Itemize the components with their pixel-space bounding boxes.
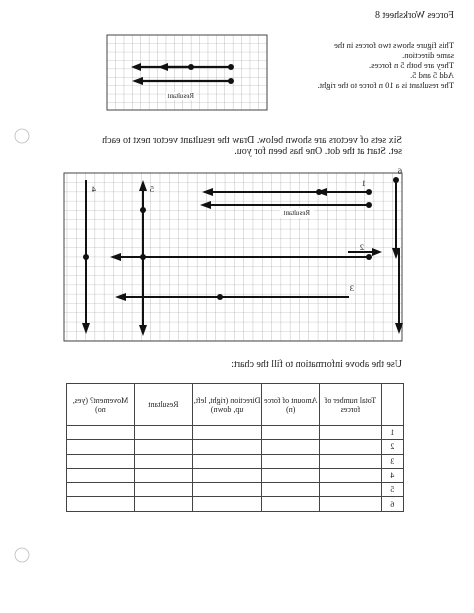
intro-line-2: same direction. (402, 50, 454, 60)
total-forces-cell[interactable] (320, 440, 382, 454)
resultant-cell[interactable] (134, 468, 192, 482)
movement-cell[interactable] (67, 426, 135, 440)
direction-cell[interactable] (192, 426, 261, 440)
direction-cell[interactable] (192, 440, 261, 454)
instructions-line-2: set. Start at the dot. One has been for you. (234, 146, 402, 157)
movement-cell[interactable] (67, 440, 135, 454)
row-number: 1 (381, 426, 403, 440)
row-number: 5 (381, 483, 403, 497)
table-row (67, 440, 404, 454)
punch-hole-bottom (15, 548, 29, 562)
resultant-cell[interactable] (134, 440, 192, 454)
amount-cell[interactable] (262, 426, 320, 440)
chart-instruction: Use the above information to fill the chart: (231, 359, 402, 370)
intro-line-4: Add 5 and 5. (410, 70, 454, 80)
data-chart (66, 383, 404, 512)
chart-header-row (67, 384, 404, 426)
intro-line-1: This figure shows two forces in the (334, 40, 454, 50)
movement-cell[interactable] (67, 483, 135, 497)
amount-cell[interactable] (262, 483, 320, 497)
intro-line-5: The resultant is a 10 n force to the right. (317, 80, 454, 90)
total-forces-cell[interactable] (320, 483, 382, 497)
movement-cell[interactable] (67, 454, 135, 468)
row-number: 6 (381, 497, 403, 511)
table-row (67, 483, 404, 497)
total-forces-cell[interactable] (320, 426, 382, 440)
example-resultant-label: Resultant (167, 92, 194, 100)
direction-cell[interactable] (192, 483, 261, 497)
row-number: 4 (381, 468, 403, 482)
row-number: 3 (381, 454, 403, 468)
resultant-cell[interactable] (134, 483, 192, 497)
amount-cell[interactable] (262, 497, 320, 511)
direction-cell[interactable] (192, 497, 261, 511)
vector-number-6: 6 (397, 166, 402, 176)
header-row-number (381, 384, 403, 426)
resultant-cell[interactable] (134, 426, 192, 440)
resultant-cell[interactable] (134, 454, 192, 468)
table-row (67, 426, 404, 440)
header-movement: Movement? (yes, no) (67, 384, 135, 426)
vector-number-5: 5 (149, 184, 154, 194)
direction-cell[interactable] (192, 468, 261, 482)
vector-number-3: 3 (349, 283, 354, 293)
header-resultant: Resultant (134, 384, 192, 426)
resultant-cell[interactable] (134, 497, 192, 511)
punch-hole-top (15, 129, 29, 143)
worksheet-title: Forces Worksheet 8 (375, 10, 454, 21)
total-forces-cell[interactable] (320, 497, 382, 511)
total-forces-cell[interactable] (320, 454, 382, 468)
vector-number-4: 4 (91, 184, 96, 194)
header-total-forces: Total number of forces (320, 384, 382, 426)
vector-number-2: 2 (359, 242, 364, 252)
movement-cell[interactable] (67, 468, 135, 482)
movement-cell[interactable] (67, 497, 135, 511)
header-amount-of-force: Amount of force (n) (262, 384, 320, 426)
vector-number-1: 1 (361, 178, 366, 188)
amount-cell[interactable] (262, 440, 320, 454)
amount-cell[interactable] (262, 468, 320, 482)
table-row (67, 454, 404, 468)
amount-cell[interactable] (262, 454, 320, 468)
table-row (67, 497, 404, 511)
header-direction: Direction (right, left, up, down) (192, 384, 261, 426)
direction-cell[interactable] (192, 454, 261, 468)
intro-line-3: They are both 5 n forces. (369, 60, 454, 70)
row-number: 2 (381, 440, 403, 454)
total-forces-cell[interactable] (320, 468, 382, 482)
table-row (67, 468, 404, 482)
grid-resultant-label: Resultant (280, 208, 314, 218)
instructions-line-1: Six sets of vectors are shown below. Draw the resultant vector next to each (102, 135, 402, 146)
